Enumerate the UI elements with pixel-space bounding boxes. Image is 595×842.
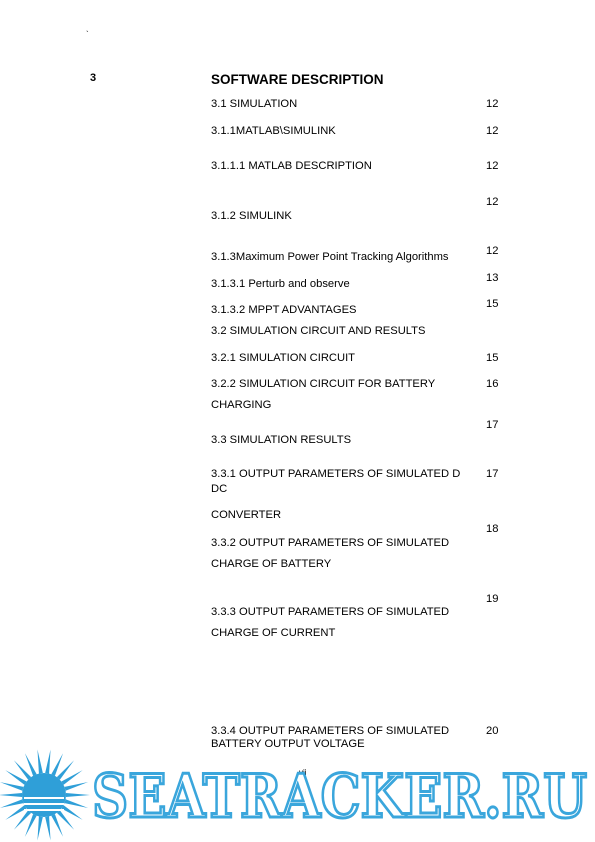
toc-entry-continued: CHARGE OF CURRENT <box>211 627 336 639</box>
sun-ray <box>45 816 50 840</box>
page-number: 12 <box>486 245 499 257</box>
toc-entry: 3.2.2 SIMULATION CIRCUIT FOR BATTERY <box>211 378 436 390</box>
toc-entry: 3.3 SIMULATION RESULTS <box>211 434 352 446</box>
page-number: 15 <box>486 298 499 310</box>
sun-ray <box>0 799 24 808</box>
sun-ray <box>64 782 88 791</box>
sun-ray <box>25 753 37 776</box>
toc-entry: 3.3.2 OUTPUT PARAMETERS OF SIMULATED <box>211 537 450 549</box>
watermark-logo <box>0 745 595 842</box>
page-number: 17 <box>486 419 499 431</box>
page-number: 13 <box>486 272 499 284</box>
toc-entry-continued: BATTERY OUTPUT VOLTAGE <box>211 738 365 750</box>
toc-entry: 3.3.4 OUTPUT PARAMETERS OF SIMULATED <box>211 725 450 737</box>
sun-ray <box>51 814 63 837</box>
sun-ray <box>37 816 42 840</box>
sun-ray <box>64 799 88 808</box>
chapter-title: SOFTWARE DESCRIPTION <box>211 72 384 87</box>
sun-icon <box>0 749 90 840</box>
page-number: 15 <box>486 352 499 364</box>
toc-entry-continued: CHARGING <box>211 399 272 411</box>
page-footer-number: vii <box>299 768 307 777</box>
sun-ray <box>51 753 63 776</box>
toc-entry: 3.1.1.1 MATLAB DESCRIPTION <box>211 160 372 172</box>
toc-entry: 3.1.1MATLAB\SIMULINK <box>211 125 336 137</box>
stray-mark: ` <box>86 30 89 39</box>
sun-wave-line <box>24 809 64 811</box>
toc-entry: 3.1 SIMULATION <box>211 98 298 110</box>
sun-ray <box>25 814 37 837</box>
sun-ray <box>45 749 50 773</box>
toc-entry-continued: DC <box>211 483 228 495</box>
sun-wave-line <box>24 797 64 799</box>
page-number: 12 <box>486 125 499 137</box>
page-number: 18 <box>486 523 499 535</box>
toc-entry: 3.1.3Maximum Power Point Tracking Algorithms <box>211 251 449 263</box>
page-number: 17 <box>486 468 499 480</box>
page-number: 12 <box>486 160 499 172</box>
sun-wave-line <box>24 803 64 805</box>
toc-entry: 3.1.3.2 MPPT ADVANTAGES <box>211 304 357 316</box>
watermark-text: SEATRACKER.RU <box>92 762 587 832</box>
page-number: 16 <box>486 378 499 390</box>
sun-ray <box>0 782 24 791</box>
toc-entry: 3.2 SIMULATION CIRCUIT AND RESULTS <box>211 325 426 337</box>
chapter-number: 3 <box>90 72 97 84</box>
toc-entry: 3.2.1 SIMULATION CIRCUIT <box>211 352 356 364</box>
page-number: 12 <box>486 98 499 110</box>
sun-ray <box>66 793 90 797</box>
sun-ray <box>37 749 42 773</box>
page-number: 12 <box>486 196 499 208</box>
toc-entry: 3.1.2 SIMULINK <box>211 210 292 222</box>
toc-entry: 3.3.3 OUTPUT PARAMETERS OF SIMULATED <box>211 606 450 618</box>
sun-ray <box>0 793 22 797</box>
toc-entry: 3.1.3.1 Perturb and observe <box>211 278 350 290</box>
page-number: 20 <box>486 725 499 737</box>
toc-entry-continued: CONVERTER <box>211 509 282 521</box>
page-number: 19 <box>486 593 499 605</box>
toc-entry: 3.3.1 OUTPUT PARAMETERS OF SIMULATED D <box>211 468 461 480</box>
toc-entry-continued: CHARGE OF BATTERY <box>211 558 332 570</box>
